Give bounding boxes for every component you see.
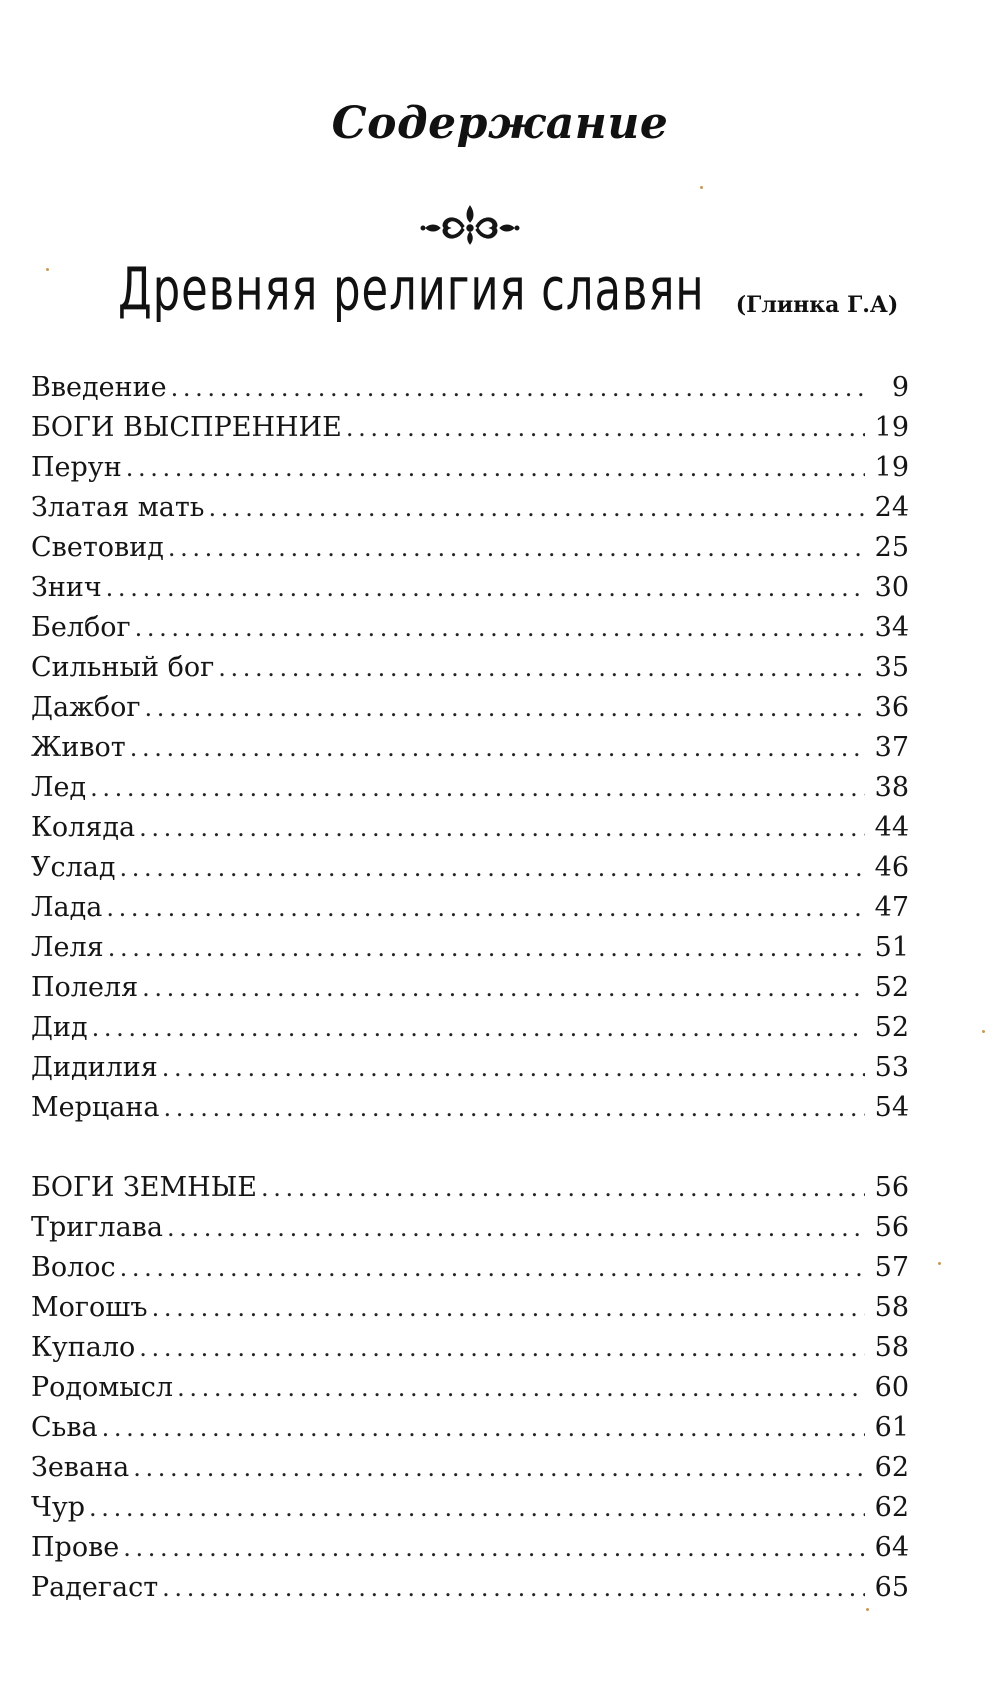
toc-entry[interactable] — [31, 528, 909, 568]
toc-entry-page: 47 — [874, 892, 909, 923]
book-author: (Глинка Г.А) — [735, 292, 899, 318]
toc-entry-label: Леля — [31, 932, 104, 963]
dot-leader — [92, 1008, 865, 1048]
dot-leader — [139, 808, 865, 848]
toc-entry-label: БОГИ ВЫСПРЕННИЕ — [31, 412, 342, 443]
toc-entry-label: Живот — [31, 732, 126, 763]
table-of-contents — [31, 368, 909, 1608]
toc-entry-label: Лед — [31, 772, 87, 803]
toc-entry-label: Радегаст — [31, 1572, 159, 1603]
book-title: Древняя религия славян — [118, 255, 705, 324]
dot-leader — [261, 1168, 865, 1208]
dot-leader — [177, 1368, 865, 1408]
dot-leader — [167, 1208, 865, 1248]
toc-entry-page: 61 — [874, 1412, 909, 1443]
toc-entry[interactable] — [31, 568, 909, 608]
toc-entry[interactable] — [31, 1088, 909, 1128]
toc-entry-page: 58 — [874, 1332, 909, 1363]
toc-entry-page: 36 — [874, 692, 909, 723]
toc-entry-page: 58 — [874, 1292, 909, 1323]
toc-entry[interactable] — [31, 1528, 909, 1568]
toc-entry[interactable] — [31, 1448, 909, 1488]
page-title: Содержание — [331, 98, 669, 149]
toc-entry[interactable] — [31, 688, 909, 728]
fleuron-ornament-icon — [420, 200, 520, 248]
toc-entry[interactable] — [31, 1008, 909, 1048]
toc-entry[interactable] — [31, 768, 909, 808]
toc-entry-page: 46 — [874, 852, 909, 883]
toc-entry-label: БОГИ ЗЕМНЫЕ — [31, 1172, 257, 1203]
dot-leader — [106, 568, 865, 608]
toc-entry-label: Световид — [31, 532, 164, 563]
toc-entry-page: 64 — [874, 1532, 909, 1563]
toc-entry-label: Могошъ — [31, 1292, 148, 1323]
section-gap — [31, 1128, 909, 1168]
toc-entry-page: 24 — [874, 492, 909, 523]
toc-entry-page: 60 — [874, 1372, 909, 1403]
toc-entry-page: 54 — [874, 1092, 909, 1123]
dot-leader — [168, 528, 865, 568]
toc-entry-label: Триглава — [31, 1212, 163, 1243]
book-heading — [118, 255, 938, 324]
toc-entry-label: Дид — [31, 1012, 88, 1043]
toc-entry-page: 19 — [874, 452, 909, 483]
dot-leader — [142, 968, 865, 1008]
toc-entry[interactable] — [31, 728, 909, 768]
dot-leader — [139, 1328, 865, 1368]
dot-leader — [208, 488, 865, 528]
dot-leader — [152, 1288, 865, 1328]
toc-entry[interactable] — [31, 648, 909, 688]
toc-entry-label: Полеля — [31, 972, 139, 1003]
dot-leader — [89, 1488, 865, 1528]
toc-entry-page: 34 — [874, 612, 909, 643]
toc-entry-page: 37 — [874, 732, 909, 763]
toc-entry[interactable] — [31, 1408, 909, 1448]
toc-entry[interactable] — [31, 848, 909, 888]
dot-leader — [90, 768, 865, 808]
dot-leader — [102, 1408, 865, 1448]
dot-leader — [123, 1528, 865, 1568]
toc-entry[interactable] — [31, 408, 909, 448]
dot-leader — [218, 648, 865, 688]
toc-entry-page: 19 — [874, 412, 909, 443]
toc-entry-label: Лада — [31, 892, 103, 923]
toc-entry-page: 25 — [874, 532, 909, 563]
toc-entry-page: 62 — [874, 1492, 909, 1523]
scan-speck — [982, 1030, 985, 1033]
dot-leader — [163, 1088, 865, 1128]
toc-entry[interactable] — [31, 1168, 909, 1208]
toc-entry[interactable] — [31, 1488, 909, 1528]
toc-entry-page: 53 — [874, 1052, 909, 1083]
dot-leader — [133, 1448, 865, 1488]
dot-leader — [162, 1048, 865, 1088]
dot-leader — [130, 728, 865, 768]
dot-leader — [346, 408, 865, 448]
scan-speck — [46, 268, 49, 271]
toc-entry-page: 62 — [874, 1452, 909, 1483]
dot-leader — [108, 928, 865, 968]
toc-entry-page: 56 — [874, 1172, 909, 1203]
toc-entry-page: 52 — [874, 972, 909, 1003]
scan-speck — [700, 186, 703, 189]
toc-entry[interactable] — [31, 448, 909, 488]
toc-entry-label: Перун — [31, 452, 122, 483]
toc-entry-label: Сьва — [31, 1412, 98, 1443]
toc-entry[interactable] — [31, 608, 909, 648]
toc-entry-page: 65 — [874, 1572, 909, 1603]
dot-leader — [120, 848, 865, 888]
toc-entry[interactable] — [31, 888, 909, 928]
dot-leader — [171, 368, 865, 408]
toc-entry-label: Белбог — [31, 612, 131, 643]
toc-entry-label: Зевана — [31, 1452, 130, 1483]
toc-entry-page: 30 — [874, 572, 909, 603]
dot-leader — [162, 1568, 865, 1608]
toc-entry-page: 57 — [874, 1252, 909, 1283]
toc-entry-label: Волос — [31, 1252, 116, 1283]
toc-entry-label: Дажбог — [31, 692, 141, 723]
toc-entry-page: 56 — [874, 1212, 909, 1243]
toc-entry-page: 44 — [874, 812, 909, 843]
toc-entry-label: Родомысл — [31, 1372, 174, 1403]
toc-entry-page: 38 — [874, 772, 909, 803]
toc-entry[interactable] — [31, 1048, 909, 1088]
toc-entry-label: Знич — [31, 572, 102, 603]
toc-entry[interactable] — [31, 1208, 909, 1248]
toc-entry[interactable] — [31, 488, 909, 528]
toc-entry-label: Прове — [31, 1532, 120, 1563]
toc-entry-page: 51 — [874, 932, 909, 963]
toc-entry-page: 9 — [891, 372, 909, 403]
toc-entry[interactable] — [31, 1368, 909, 1408]
toc-entry[interactable] — [31, 1248, 909, 1288]
toc-entry-label: Златая мать — [31, 492, 205, 523]
dot-leader — [106, 888, 865, 928]
toc-entry-label: Введение — [31, 372, 167, 403]
toc-entry-label: Дидилия — [31, 1052, 158, 1083]
toc-entry-label: Сильный бог — [31, 652, 215, 683]
toc-entry-label: Чур — [31, 1492, 86, 1523]
dot-leader — [135, 608, 865, 648]
scan-speck — [866, 1608, 869, 1611]
toc-entry[interactable] — [31, 808, 909, 848]
toc-entry-label: Мерцана — [31, 1092, 160, 1123]
dot-leader — [120, 1248, 865, 1288]
toc-entry[interactable] — [31, 368, 909, 408]
toc-entry[interactable] — [31, 968, 909, 1008]
toc-entry-label: Услад — [31, 852, 116, 883]
toc-entry[interactable] — [31, 1288, 909, 1328]
toc-entry[interactable] — [31, 1568, 909, 1608]
toc-entry-page: 35 — [874, 652, 909, 683]
toc-entry-label: Купало — [31, 1332, 136, 1363]
toc-entry[interactable] — [31, 928, 909, 968]
scan-speck — [938, 1262, 941, 1265]
toc-entry-label: Коляда — [31, 812, 136, 843]
dot-leader — [145, 688, 865, 728]
dot-leader — [126, 448, 865, 488]
toc-entry[interactable] — [31, 1328, 909, 1368]
toc-entry-page: 52 — [874, 1012, 909, 1043]
